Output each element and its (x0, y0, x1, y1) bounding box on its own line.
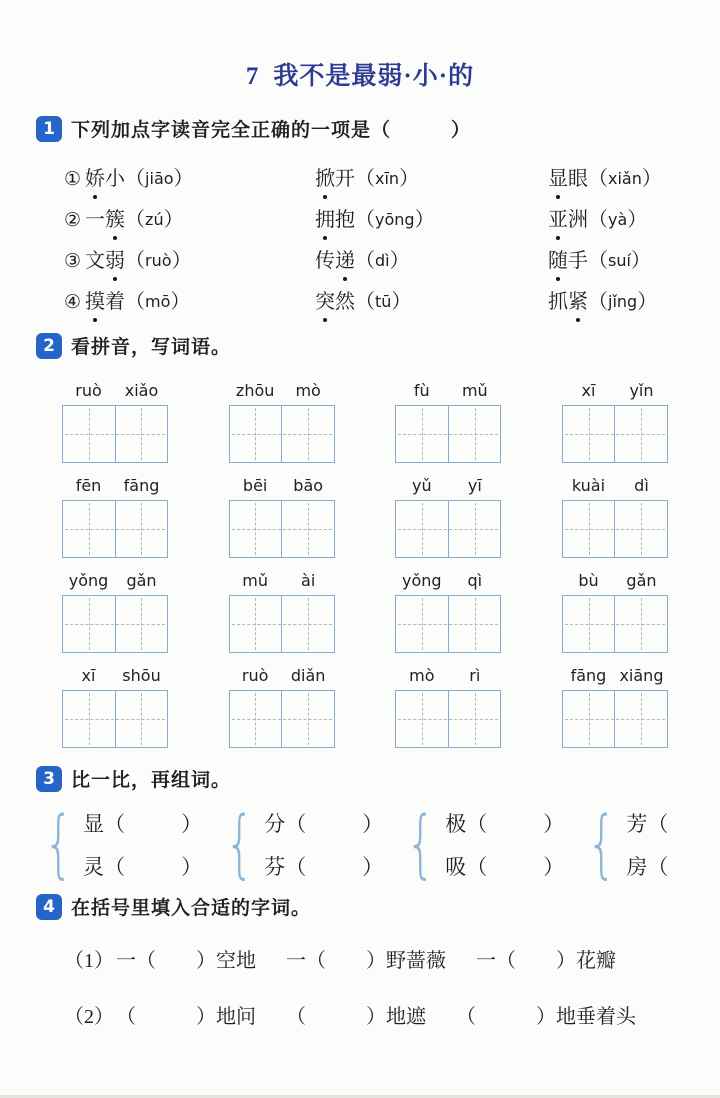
section2-header (36, 332, 692, 359)
word-with-dot (85, 250, 125, 272)
compare-pair-group (44, 801, 203, 887)
pinyin-labels (62, 381, 168, 400)
curly-brace: { (587, 801, 617, 887)
pinyin-text: jǐng (608, 292, 638, 311)
word-character: 簇 (105, 203, 125, 232)
paren-close: ） (362, 854, 384, 879)
pinyin-grid-group (229, 666, 335, 748)
section3-number-badge: 3 (36, 766, 62, 792)
pinyin-syllable: yǒng (402, 571, 442, 590)
paren-open: （ (125, 209, 146, 231)
pinyin-syllable: rì (469, 666, 481, 685)
paren-open: （ (466, 811, 488, 836)
paren-open: （ (588, 250, 608, 272)
pinyin-grid-group (62, 381, 168, 463)
pinyin-text: ruò (145, 251, 172, 270)
pinyin-syllable: xī (81, 666, 96, 685)
grid-dashed-midline (398, 719, 498, 720)
word-character: 掀 (315, 162, 335, 191)
paren-close: ） (641, 168, 662, 190)
pinyin-text: dì (375, 251, 390, 270)
pinyin-syllable: bēi (242, 476, 268, 495)
word-with-dot (548, 209, 588, 231)
pinyin-text: yōng (375, 210, 415, 229)
compare-character: 分 (264, 811, 286, 836)
paren-close: ） (630, 250, 651, 272)
paren-close: ） (171, 250, 192, 272)
word-with-dot (85, 168, 125, 190)
paren-open: （ (588, 209, 608, 231)
word-character: 着 (105, 291, 126, 313)
pinyin-syllable: yǒng (68, 571, 109, 590)
word-with-dot (548, 168, 588, 190)
section4-header (36, 893, 692, 920)
word-with-dot (315, 168, 355, 190)
word-pinyin-item (548, 162, 692, 191)
writing-grid-box (562, 690, 668, 748)
pinyin-grid-group (229, 381, 335, 463)
option-circled-number: ③ (64, 250, 82, 272)
paren-open: （ (355, 250, 375, 272)
writing-grid-box (229, 595, 335, 653)
section1-header (36, 115, 692, 142)
pinyin-syllable: zhōu (235, 381, 275, 400)
compare-character: 芳 (626, 811, 648, 836)
word-character: 洲 (568, 209, 588, 231)
pinyin-syllable: gǎn (126, 571, 157, 590)
word-with-dot (548, 291, 588, 313)
page-title (0, 56, 720, 92)
paren-close: ） (362, 811, 384, 836)
pinyin-labels (229, 571, 335, 590)
paren-open: （ (104, 854, 126, 879)
pinyin-labels (395, 381, 501, 400)
word-with-dot (548, 250, 588, 272)
word-character: 随 (548, 244, 568, 273)
grid-dashed-midline (65, 529, 165, 530)
paren-open: （ (647, 811, 669, 836)
compare-pair-group (406, 801, 565, 887)
grid-dashed-midline (565, 529, 665, 530)
pinyin-grid-row (62, 476, 668, 558)
section1-heading: 下列加点字读音完全正确的一项是（ ） (71, 120, 472, 141)
fill-bracket-line (64, 944, 692, 973)
paren-open: （ (466, 854, 488, 879)
writing-grid-box (395, 690, 501, 748)
compare-word-line (83, 808, 202, 838)
compare-word-line (83, 851, 202, 881)
line-number-prefix: （2） (64, 1006, 114, 1028)
writing-grid-box (62, 405, 168, 463)
pinyin-text: mō (145, 292, 171, 311)
word-character: 文 (85, 250, 106, 272)
paren-open: （ (285, 811, 307, 836)
grid-dashed-midline (232, 719, 332, 720)
grid-dashed-midline (398, 624, 498, 625)
pinyin-syllable: mò (409, 666, 435, 685)
word-character: 弱 (105, 244, 125, 273)
pinyin-labels (62, 476, 168, 495)
word-pinyin-item (548, 285, 692, 314)
compare-character: 灵 (83, 854, 105, 879)
writing-grid-box (62, 690, 168, 748)
word-character: 突 (315, 285, 335, 314)
word-character: 紧 (568, 285, 588, 314)
section-compare-words (36, 765, 692, 887)
paren-close: ） (399, 168, 420, 190)
pinyin-grid-group (562, 571, 668, 653)
pinyin-labels (229, 666, 335, 685)
grid-dashed-midline (232, 529, 332, 530)
pinyin-syllable: yǐn (629, 381, 654, 400)
grid-dashed-midline (565, 719, 665, 720)
pinyin-syllable: mò (295, 381, 321, 400)
pinyin-grid-group (562, 381, 668, 463)
compare-character: 吸 (445, 854, 467, 879)
pinyin-grid-group (62, 666, 168, 748)
paren-open: （ (355, 209, 375, 231)
option-circled-number: ④ (64, 291, 82, 313)
word-pinyin-item (64, 203, 315, 232)
pinyin-syllable: fāng (570, 666, 607, 685)
compare-word-line (264, 808, 383, 838)
pinyin-syllable: bù (578, 571, 599, 590)
grid-dashed-midline (565, 624, 665, 625)
pinyin-syllable: dì (634, 476, 649, 495)
compare-word-line (445, 808, 564, 838)
word-pinyin-item (64, 162, 315, 191)
pinyin-labels (229, 381, 335, 400)
pinyin-labels (562, 381, 668, 400)
fill-bracket-item: （ ）地问 (116, 1006, 256, 1028)
option-circled-number: ① (64, 168, 82, 190)
paren-open: （ (355, 291, 375, 313)
pinyin-grid-group (395, 666, 501, 748)
grid-dashed-midline (232, 434, 332, 435)
word-pinyin-item (315, 203, 548, 232)
writing-grid-box (395, 405, 501, 463)
fill-bracket-item: （ ）地垂着头 (456, 1006, 636, 1028)
fill-bracket-item: （ ）地遮 (286, 1006, 426, 1028)
lesson-title-text: 我不是最弱·小·的 (273, 63, 475, 90)
compare-pair-lines (264, 808, 383, 881)
pinyin-syllable: xiǎo (124, 381, 159, 400)
pinyin-syllable: ruò (75, 381, 102, 400)
pinyin-syllable: fù (413, 381, 430, 400)
compare-word-line (626, 851, 720, 881)
word-character: 眼 (568, 168, 588, 190)
word-character: 小 (105, 168, 126, 190)
compare-pair-group (225, 801, 384, 887)
compare-word-groups (44, 801, 692, 887)
word-pinyin-item (315, 285, 548, 314)
pinyin-text: tū (375, 292, 392, 311)
section-pronunciation (36, 115, 692, 320)
pinyin-syllable: gǎn (626, 571, 657, 590)
grid-dashed-midline (232, 624, 332, 625)
pinyin-syllable: fāng (123, 476, 160, 495)
pinyin-grid-rows (62, 381, 668, 748)
pinyin-syllable: xiāng (619, 666, 664, 685)
paren-open: （ (588, 168, 608, 190)
pinyin-labels (62, 571, 168, 590)
writing-grid-box (229, 405, 335, 463)
word-character: 抓 (548, 291, 568, 313)
compare-character: 显 (83, 811, 105, 836)
pinyin-syllable: yī (467, 476, 482, 495)
pinyin-labels (562, 666, 668, 685)
word-character: 一 (85, 209, 106, 231)
option-circled-number: ② (64, 209, 82, 231)
word-with-dot (85, 291, 125, 313)
paren-open: （ (125, 168, 146, 190)
compare-pair-group (587, 801, 720, 887)
pinyin-text: suí (608, 251, 631, 270)
section2-heading: 看拼音，写词语。 (71, 337, 232, 358)
word-character: 拥 (315, 203, 335, 232)
pinyin-syllable: kuài (571, 476, 606, 495)
fill-bracket-line (64, 1000, 692, 1029)
word-character: 传 (315, 250, 335, 272)
writing-grid-box (62, 595, 168, 653)
pinyin-text: xiǎn (608, 169, 642, 188)
paren-open: （ (588, 291, 608, 313)
paren-close: ） (391, 291, 412, 313)
word-with-dot (315, 291, 355, 313)
writing-grid-box (562, 595, 668, 653)
word-character: 抱 (335, 209, 355, 231)
grid-dashed-midline (65, 624, 165, 625)
pinyin-grid-group (229, 476, 335, 558)
writing-grid-box (229, 500, 335, 558)
compare-pair-lines (83, 808, 202, 881)
pronunciation-option-row (64, 197, 692, 238)
paren-open: （ (647, 854, 669, 879)
section-fill-brackets (36, 893, 692, 1029)
paren-close: ） (173, 168, 194, 190)
pinyin-grid-group (62, 571, 168, 653)
pronunciation-options (36, 156, 692, 320)
pinyin-labels (229, 476, 335, 495)
fill-bracket-lines (36, 944, 692, 1029)
paren-close: ） (181, 854, 203, 879)
word-pinyin-item (64, 244, 315, 273)
paren-close: ） (627, 209, 648, 231)
fill-bracket-item: 一（ ）空地 (116, 950, 256, 972)
grid-dashed-midline (398, 529, 498, 530)
paren-open: （ (125, 250, 146, 272)
paren-close: ） (543, 811, 565, 836)
writing-grid-box (562, 500, 668, 558)
pinyin-grid-group (562, 666, 668, 748)
pinyin-grid-group (62, 476, 168, 558)
paren-close: ） (637, 291, 658, 313)
pinyin-syllable: ruò (241, 666, 269, 685)
pinyin-grid-group (229, 571, 335, 653)
grid-dashed-midline (398, 434, 498, 435)
section1-number-badge: 1 (36, 116, 62, 142)
pinyin-grid-group (395, 476, 501, 558)
paren-open: （ (125, 291, 146, 313)
paren-open: （ (285, 854, 307, 879)
word-character: 递 (335, 244, 355, 273)
paren-close: ） (181, 811, 203, 836)
word-character: 手 (568, 250, 588, 272)
paren-close: ） (389, 250, 410, 272)
pinyin-syllable: qì (467, 571, 483, 590)
compare-word-line (445, 851, 564, 881)
pinyin-text: xīn (375, 169, 400, 188)
pronunciation-option-row (64, 156, 692, 197)
pinyin-grid-row (62, 571, 668, 653)
pinyin-grid-group (562, 476, 668, 558)
pinyin-labels (395, 666, 501, 685)
section-pinyin-writing (36, 332, 692, 761)
pinyin-syllable: ài (301, 571, 316, 590)
pinyin-text: jiāo (145, 169, 174, 188)
pinyin-labels (62, 666, 168, 685)
pinyin-grid-group (395, 381, 501, 463)
line-number-prefix: （1） (64, 950, 114, 972)
pinyin-labels (395, 571, 501, 590)
pinyin-labels (562, 571, 668, 590)
fill-bracket-item: 一（ ）野蔷薇 (286, 950, 446, 972)
pinyin-syllable: yǔ (412, 476, 432, 495)
curly-brace: { (44, 801, 74, 887)
section3-header (36, 765, 692, 792)
word-with-dot (85, 209, 125, 231)
section2-number-badge: 2 (36, 333, 62, 359)
paren-close: ） (414, 209, 435, 231)
pronunciation-option-row (64, 238, 692, 279)
compare-pair-lines (445, 808, 564, 881)
pinyin-grid-row (62, 381, 668, 463)
pinyin-labels (395, 476, 501, 495)
word-pinyin-item (315, 244, 548, 273)
pinyin-syllable: mǔ (461, 381, 488, 400)
compare-character: 极 (445, 811, 467, 836)
pinyin-syllable: bāo (293, 476, 324, 495)
pinyin-text: zú (145, 210, 164, 229)
paren-close: ） (170, 291, 191, 313)
word-character: 摸 (85, 285, 105, 314)
word-character: 娇 (85, 162, 105, 191)
grid-dashed-midline (65, 434, 165, 435)
pinyin-syllable: xī (581, 381, 596, 400)
lesson-number: 7 (245, 63, 260, 90)
pinyin-labels (562, 476, 668, 495)
writing-grid-box (395, 500, 501, 558)
word-character: 然 (335, 291, 355, 313)
section3-heading: 比一比，再组词。 (71, 770, 232, 791)
pronunciation-option-row (64, 279, 692, 320)
curly-brace: { (406, 801, 436, 887)
word-pinyin-item (548, 244, 692, 273)
word-with-dot (315, 250, 355, 272)
pinyin-syllable: mǔ (242, 571, 269, 590)
paren-close: ） (163, 209, 184, 231)
pinyin-text: yà (608, 210, 628, 229)
pinyin-grid-row (62, 666, 668, 748)
compare-pair-lines (626, 808, 720, 881)
fill-bracket-item: 一（ ）花瓣 (476, 950, 616, 972)
word-pinyin-item (315, 162, 548, 191)
pinyin-syllable: diǎn (290, 666, 326, 685)
grid-dashed-midline (65, 719, 165, 720)
pinyin-syllable: fēn (75, 476, 102, 495)
paren-open: （ (355, 168, 375, 190)
compare-word-line (626, 808, 720, 838)
grid-dashed-midline (565, 434, 665, 435)
writing-grid-box (395, 595, 501, 653)
word-character: 亚 (548, 203, 568, 232)
section4-heading: 在括号里填入合适的字词。 (71, 898, 312, 919)
paren-close: ） (543, 854, 565, 879)
word-character: 开 (335, 168, 355, 190)
word-character: 显 (548, 162, 568, 191)
section4-number-badge: 4 (36, 894, 62, 920)
writing-grid-box (229, 690, 335, 748)
writing-grid-box (62, 500, 168, 558)
writing-grid-box (562, 405, 668, 463)
pinyin-grid-group (395, 571, 501, 653)
compare-word-line (264, 851, 383, 881)
pinyin-syllable: shōu (122, 666, 161, 685)
paren-open: （ (104, 811, 126, 836)
word-with-dot (315, 209, 355, 231)
compare-character: 房 (626, 854, 648, 879)
word-pinyin-item (548, 203, 692, 232)
word-pinyin-item (64, 285, 315, 314)
curly-brace: { (225, 801, 255, 887)
compare-character: 芬 (264, 854, 286, 879)
